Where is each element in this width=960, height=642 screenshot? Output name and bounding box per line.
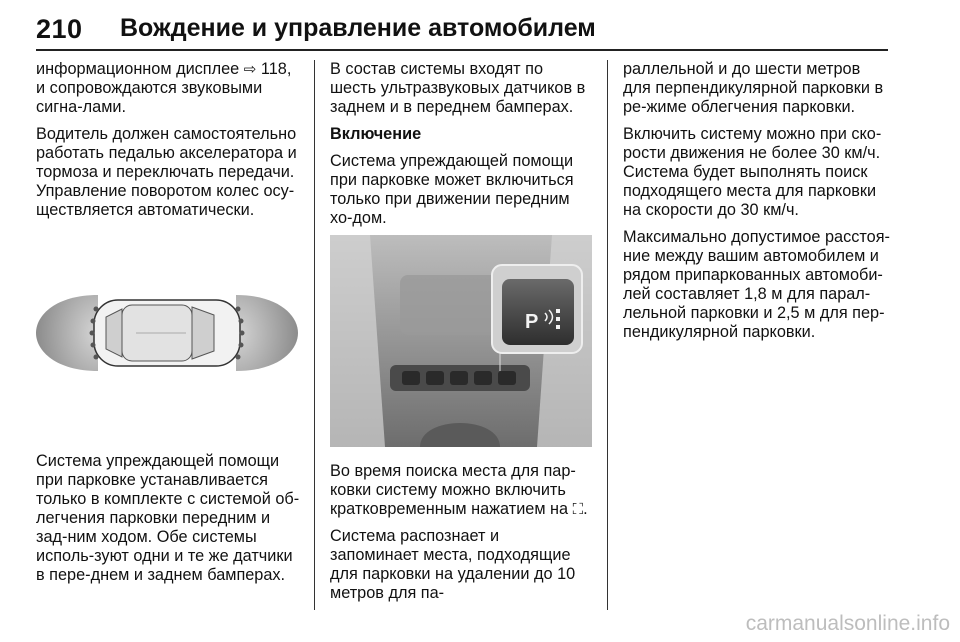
section-heading: Включение	[330, 125, 422, 143]
paragraph: Водитель должен самостоятельно работать педалью акселератора и тормоза и переключать передачи. Управление поворотом колес осу-ществляется автоматически.	[36, 125, 297, 219]
sensor-dots-icon	[556, 309, 560, 329]
column-3	[623, 60, 891, 350]
arrow-right-icon: ⇨	[243, 61, 257, 78]
column-divider	[607, 60, 608, 610]
paragraph: Максимально допустимое расстоя-ние между вашим автомобилем и рядом припаркованных автомоби-лей составляет 1,8 м для парал-лельной парковки и 2,5 м для пер-пендикулярной парковки.	[623, 228, 890, 341]
center-console-illustration	[330, 235, 592, 447]
park-assist-icon: ⛶	[572, 501, 584, 518]
header-rule	[36, 49, 888, 51]
column-1	[36, 60, 300, 228]
paragraph: Включить систему можно при ско-рости движения не более 30 км/ч. Система будет выполнять поиск подходящего места для парковки на скорости до 30 км/ч.	[623, 125, 882, 219]
page-reference[interactable]: 118, и сопровождаются звуковыми сигна-лами.	[36, 60, 292, 116]
paragraph: Система упреждающей помощи при парковке устанавливается только в комплекте с системой об-легчения парковки передним и зад-ним ходом. Обе системы исполь-зуют одни и те же датчики в пере-днем и заднем бамперах.	[36, 452, 300, 584]
column-1-lower	[36, 452, 300, 593]
paragraph: раллельной и до шести метров для перпендикулярной парковки в ре-жиме облегчения парковки.	[623, 60, 884, 116]
column-2-lower	[330, 462, 592, 611]
page-title: Вождение и управление автомобилем	[120, 14, 596, 42]
car-top-view	[94, 300, 240, 366]
park-assist-button-label: P	[525, 311, 539, 333]
footer-watermark: carmanualsonline.info	[745, 612, 950, 635]
paragraph: информационном дисплее ⇨ 118, и сопровождаются звуковыми сигна-лами.	[36, 60, 292, 116]
column-2	[330, 60, 592, 236]
parking-sensors-illustration	[36, 225, 298, 437]
column-divider	[314, 60, 315, 610]
page-header	[36, 8, 888, 48]
page-number: 210	[36, 14, 83, 44]
paragraph: В состав системы входят по шесть ультразвуковых датчиков в заднем и в переднем бамперах.	[330, 60, 586, 116]
paragraph: Система упреждающей помощи при парковке может включиться только при движении передним хо-дом.	[330, 152, 574, 227]
paragraph: Система распознает и запоминает места, подходящие для парковки на удалении до 10 метров для па-	[330, 527, 576, 602]
paragraph: Во время поиска места для пар-ковки систему можно включить кратковременным нажатием на ⛶.	[330, 462, 588, 518]
